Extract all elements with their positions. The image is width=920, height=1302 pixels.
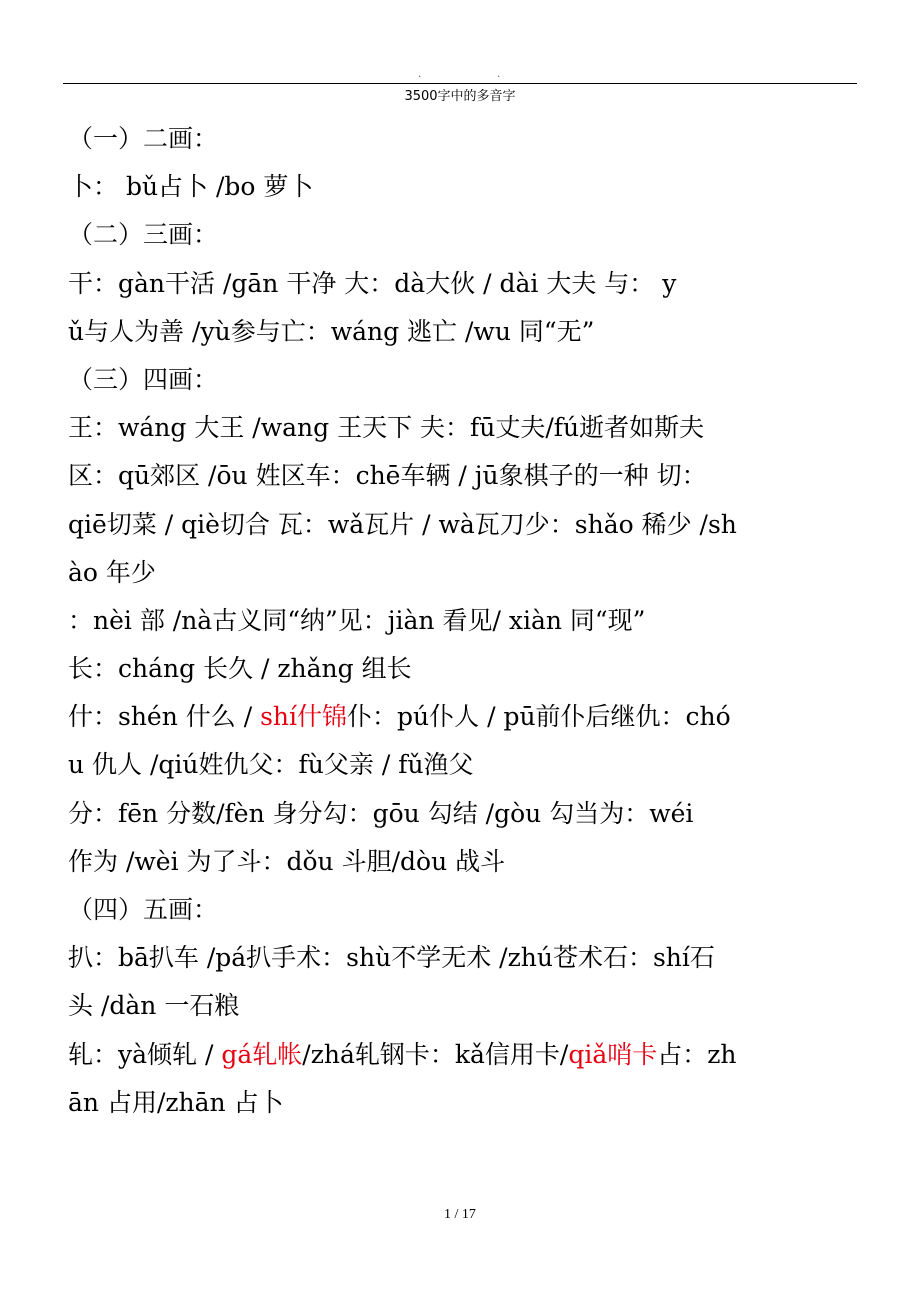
text-line [68,645,880,693]
text-line [68,260,880,308]
text-line [68,404,880,452]
text-segment: 扒：bā扒车 /pá扒手术：shù不学无术 /zhú苍术石：shí石 [68,943,715,973]
text-segment: /zhá轧钢卡：kǎ信用卡/ [302,1039,569,1069]
text-line [68,163,880,211]
text-segment: 分：fēn 分数/fèn 身分勾：gōu 勾结 /gòu 勾当为：wéi [68,798,694,828]
page-number: 1 / 17 [444,1207,476,1222]
text-line [68,1031,880,1079]
text-segment: ān 占用/zhān 占卜 [68,1087,284,1117]
text-segment: ào 年少 [68,557,156,587]
text-line [68,115,880,163]
text-line [68,741,880,789]
text-line [68,790,880,838]
text-segment: 头 /dàn 一石粮 [68,991,240,1021]
text-line [68,501,880,549]
text-line [68,1079,880,1127]
text-segment: 占：zh [657,1039,737,1069]
text-segment: 卜： bǔ占卜 /bo 萝卜 [68,172,314,202]
text-line [68,549,880,597]
text-segment: 作为 /wèi 为了斗：dǒu 斗胆/dòu 战斗 [68,846,506,876]
text-line [68,597,880,645]
text-segment: qiē切菜 / qiè切合 瓦：wǎ瓦片 / wà瓦刀少：shǎo 稀少 /sh [68,509,737,539]
text-line [68,934,880,982]
highlighted-text: shí什锦 [260,702,348,732]
highlighted-text: qiǎ哨卡 [568,1039,658,1069]
text-segment: 区：qū郊区 /ōu 姓区车：chē车辆 / jū象棋子的一种 切： [68,461,707,491]
text-segment: 什：shén 什么 / [68,702,261,732]
text-segment: 轧：yà倾轧 / [68,1039,222,1069]
highlighted-text: gá轧帐 [221,1039,303,1069]
text-line [68,211,880,259]
text-segment: 干：gàn干活 /gān 干净 大：dà大伙 / dài 大夫 与： y [68,268,677,298]
header-dot-right: . [497,69,501,80]
text-line [68,308,880,356]
text-line [68,452,880,500]
text-line [68,886,880,934]
header-title: 3500字中的多音字 [404,89,516,104]
text-segment: 长：cháng 长久 / zhǎng 组长 [68,654,412,684]
text-line [68,982,880,1030]
text-segment: （二）三画： [68,220,219,250]
text-line [68,838,880,886]
text-line [68,693,880,741]
text-segment: （四）五画： [68,895,219,924]
text-segment: ：nèi 部 /nà古义同“纳”见：jiàn 看见/ xiàn 同“现” [68,605,646,635]
header-dot-left: . [418,69,422,80]
document-body [68,115,880,1127]
header-dots [0,70,920,80]
text-line [68,356,880,404]
text-segment: u 仇人 /qiú姓仇父：fù父亲 / fǔ渔父 [68,750,474,780]
text-segment: ǔ与人为善 /yù参与亡：wáng 逃亡 /wu 同“无” [68,316,595,346]
text-segment: 仆：pú仆人 / pū前仆后继仇：chó [347,702,731,732]
text-segment: 王：wáng 大王 /wang 王天下 夫：fū丈夫/fú逝者如斯夫 [68,413,705,443]
text-segment: （三）四画： [68,364,219,394]
header-rule [63,83,857,84]
text-segment: （一）二画： [68,124,219,153]
